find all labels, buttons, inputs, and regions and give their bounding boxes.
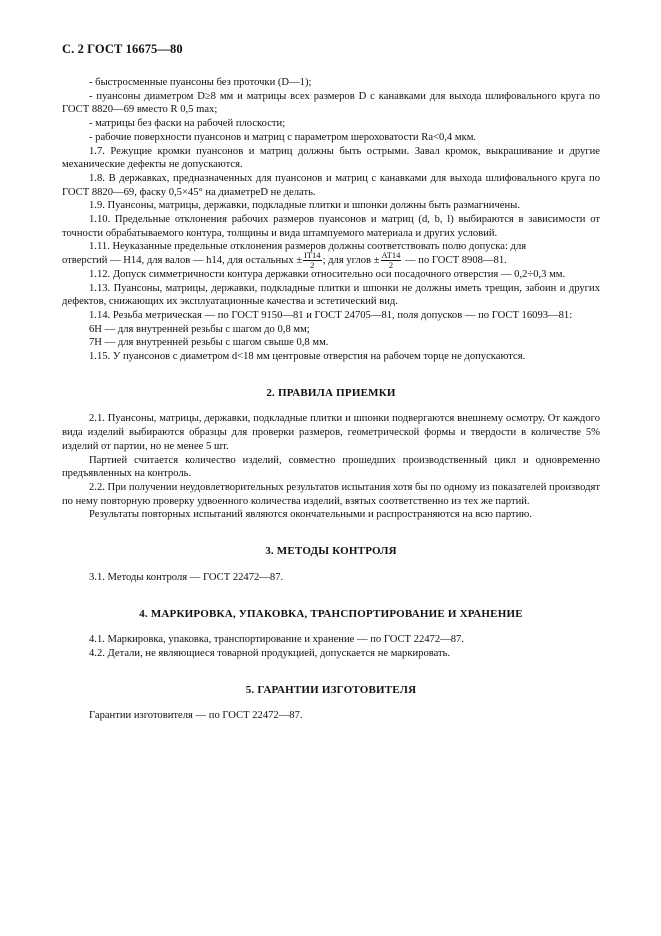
bullet-item: - быстросменные пуансоны без проточки (D—1); <box>89 77 312 88</box>
clause-1-14: 1.14. Резьба метрическая — по ГОСТ 9150—81 и ГОСТ 24705—81, поля допусков — по ГОСТ 16093—81: <box>89 309 573 321</box>
fraction-denominator: 2 <box>388 260 394 271</box>
section-5-title: 5. ГАРАНТИИ ИЗГОТОВИТЕЛЯ <box>245 683 417 696</box>
clause-1-12: 1.12. Допуск симметричности контура державки относительно оси посадочного отверстия — 0,2÷0,3 мм. <box>89 268 566 280</box>
clause-1-10: 1.10. Предельные отклонения рабочих размеров пуансонов и матриц (d, b, l) выбираются в зависимости от точности обрабатываемого контура, толщины и вида штампуемого материала и других условий. <box>62 214 600 239</box>
page-header: С. 2 ГОСТ 16675—80 <box>62 42 183 56</box>
clause-1-11-part-a: отверстий — Н14, для валов — h14, для остальных ± <box>62 255 303 267</box>
clause-1-8: 1.8. В державках, предназначенных для пуансонов и матриц с канавками для выхода шлифовального круга по ГОСТ 8820—69, фаску 0,5×45° на диаметреD не делать. <box>62 172 600 198</box>
document-body <box>62 76 600 723</box>
clause-3-1: 3.1. Методы контроля — ГОСТ 22472—87. <box>89 571 284 583</box>
clause-4-1: 4.1. Маркировка, упаковка, транспортирование и хранение — по ГОСТ 22472—87. <box>89 634 464 646</box>
clause-2-1-lot: Партией считается количество изделий, совместно прошедших производственный цикл и одновременно предъявленных на контроль. <box>62 454 600 480</box>
clause-2-2: 2.2. При получении неудовлетворительных результатов испытания хотя бы по одному из показателей производят по нему повторную проверку удвоенного количества изделий, взятых соответственно из тех же партий. <box>62 481 600 507</box>
clause-1-15: 1.15. У пуансонов с диаметром d<18 мм центровые отверстия на рабочем торце не допускаются. <box>89 351 526 363</box>
fraction-numerator: IT14 <box>304 250 321 261</box>
bullet-item: - матрицы без фаски на рабочей плоскости; <box>89 118 286 130</box>
clause-4-2: 4.2. Детали, не являющиеся товарной продукцией, допускается не маркировать. <box>89 647 451 659</box>
clause-2-2-results: Результаты повторных испытаний являются окончательными и распространяются на всю партию. <box>89 509 532 521</box>
clause-1-11-line1: 1.11. Неуказанные предельные отклонения размеров должны соответствовать полю допуска: для <box>89 241 527 253</box>
clause-1-13: 1.13. Пуансоны, матрицы, державки, подкладные плитки и шпонки не должны иметь трещин, забоин и других дефектов, снижающих их эксплуатационные качества и эстетический вид. <box>62 282 600 308</box>
section-4-title: 4. МАРКИРОВКА, УПАКОВКА, ТРАНСПОРТИРОВАНИЕ И ХРАНЕНИЕ <box>139 607 523 620</box>
clause-1-9: 1.9. Пуансоны, матрицы, державки, подкладные плитки и шпонки должны быть размагничены. <box>89 200 520 212</box>
clause-1-11-line2 <box>62 250 600 271</box>
bullet-item: - рабочие поверхности пуансонов и матриц с параметром шероховатости Ra<0,4 мкм. <box>89 131 477 143</box>
thread-tolerance-6h: 6H — для внутренней резьбы с шагом до 0,8 мм; <box>89 323 310 335</box>
thread-tolerance-7h: 7H — для внутренней резьбы с шагом свыше 0,8 мм. <box>89 337 329 349</box>
clause-1-11-part-b: ; для углов ± <box>322 255 380 267</box>
fraction-denominator: 2 <box>310 260 315 271</box>
clause-2-1: 2.1. Пуансоны, матрицы, державки, подкладные плитки и шпонки подвергаются внешнему осмотру. От каждого вида изделий выбираются образцы для проверки размеров, геометрической формы и твердости в количестве 5% изделий от партии, но не менее 5 шт. <box>62 413 600 452</box>
clause-1-7: 1.7. Режущие кромки пуансонов и матриц должны быть острыми. Завал кромок, выкрашивание и другие механические дефекты не допускаются. <box>62 145 600 171</box>
clause-5: Гарантии изготовителя — по ГОСТ 22472—87. <box>89 710 303 722</box>
clause-1-11-part-c: — по ГОСТ 8908—81. <box>402 255 507 267</box>
bullet-item: - пуансоны диаметром D≥8 мм и матрицы всех размеров D с канавками для выхода шлифовального круга по ГОСТ 8820—69 вместо R 0,5 max; <box>62 90 600 116</box>
fraction-numerator: AT14 <box>381 250 401 261</box>
section-3-title: 3. МЕТОДЫ КОНТРОЛЯ <box>265 545 397 558</box>
section-2-title: 2. ПРАВИЛА ПРИЕМКИ <box>266 386 396 399</box>
